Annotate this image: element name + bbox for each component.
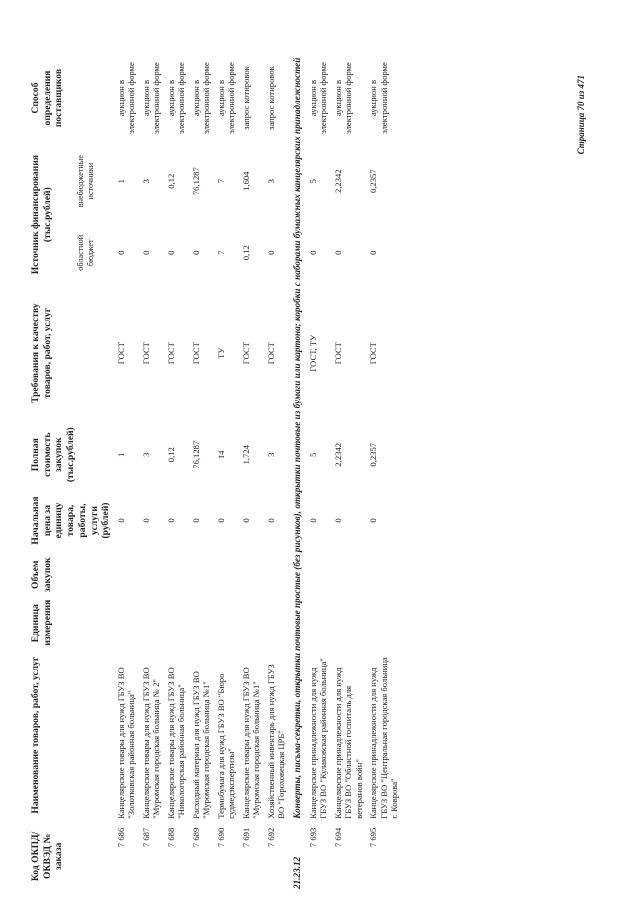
- total-cost: 0,2357: [368, 442, 379, 467]
- table-row: [331, 53, 366, 891]
- table-row: [139, 53, 164, 891]
- order-code: 7 688: [165, 827, 176, 848]
- item-name: Канцелярские принадлежности для нужд ГБУЗ ВО "Кулаковская районная больница": [307, 658, 329, 819]
- unit-price: 0: [140, 518, 151, 523]
- header-row: [28, 53, 74, 891]
- header-unit: Единица измерения: [30, 599, 53, 646]
- unit-price: 0: [165, 518, 176, 523]
- quality-req: ТУ: [215, 347, 226, 359]
- quality-req: ГОСТ: [165, 342, 176, 365]
- quality-req: ГОСТ: [115, 342, 126, 365]
- regional-budget: 0: [332, 250, 343, 255]
- order-code: 7 690: [215, 827, 226, 848]
- total-cost: 0,12: [165, 447, 176, 463]
- regional-budget: 0,12: [240, 245, 251, 261]
- item-name: Термобумага для нужд ГБУЗ ВО "Бюро судмедэкспертизы": [215, 673, 237, 819]
- order-code: 7 689: [190, 827, 201, 848]
- procurement-method: аукцион в электронной форме: [140, 62, 162, 134]
- table-row: [306, 53, 331, 891]
- regional-budget: 0: [165, 250, 176, 255]
- total-cost: 3: [140, 452, 151, 457]
- procurement-method: запрос котировок: [265, 66, 276, 130]
- extra-budget: 1,604: [240, 171, 251, 191]
- extra-budget: 0,12: [165, 173, 176, 189]
- regional-budget: 7: [215, 250, 226, 255]
- unit-price: 0: [307, 518, 318, 523]
- extra-budget: 2,2342: [332, 169, 343, 194]
- unit-price: 0: [215, 518, 226, 523]
- item-name: Канцелярские товары для нужд ГБУЗ ВО "Муромская городская больница № 2": [140, 667, 162, 819]
- item-name: Хозяйственный инвентарь для нужд ГБУЗ ВО "Гороховецкая ЦРБ": [265, 664, 287, 819]
- header-requirements: Требования к качеству товаров, работ, услуг: [30, 303, 53, 403]
- procurement-method: аукцион в электронной форме: [190, 62, 212, 134]
- quality-req: ГОСТ: [240, 342, 251, 365]
- extra-budget: 7: [215, 179, 226, 184]
- group-title: Конверты, письма-секретки, открытки почтовые простые (без рисунков), открытки почтовые из бумаги или картона; коробки с наборами бумажных канцелярских принадлежностей: [291, 57, 302, 819]
- extra-budget: 5: [307, 179, 318, 184]
- regional-budget: 0: [190, 250, 201, 255]
- header-financing: Источник финансирования (тыс.рублей): [30, 155, 53, 275]
- header-financing-extra: внебюджетные источники: [75, 155, 95, 208]
- order-code: 7 691: [240, 827, 251, 848]
- quality-req: ГОСТ: [140, 342, 151, 365]
- group-code: 21.23.12: [291, 856, 302, 889]
- procurement-method: аукцион в электронной форме: [307, 62, 329, 134]
- quality-req: ГОСТ: [190, 342, 201, 365]
- quality-req: ГОСТ: [368, 342, 379, 365]
- table-row: [189, 53, 214, 891]
- procurement-table: [28, 53, 402, 891]
- regional-budget: 0: [307, 250, 318, 255]
- header-price: Начальная цена за единицу товара, работы, услуги (рублей): [30, 496, 112, 545]
- header-name: Наименование товаров, работ, услуг: [30, 656, 41, 814]
- table-row: [264, 53, 289, 891]
- procurement-method: аукцион в электронной форме: [115, 62, 137, 134]
- header-total: Полная стоимость закупок (тыс.рублей): [30, 427, 77, 483]
- extra-budget: 0,2357: [368, 169, 379, 194]
- extra-budget: 3: [140, 179, 151, 184]
- procurement-method: аукцион в электронной форме: [368, 62, 389, 134]
- total-cost: 1,724: [240, 445, 251, 465]
- extra-budget: 3: [265, 179, 276, 184]
- item-name: Канцелярские принадлежности для нужд ГБУЗ ВО "Областной госпиталь для ветеранов войн": [332, 667, 364, 819]
- item-name: Канцелярские товары для нужд ГБУЗ ВО "Муромская городская больница №1": [240, 667, 262, 819]
- unit-price: 0: [240, 518, 251, 523]
- extra-budget: 76,1287: [190, 167, 201, 196]
- page-number: Страница 70 из 471: [576, 75, 586, 155]
- total-cost: 5: [307, 452, 318, 457]
- table-row: [214, 53, 239, 891]
- total-cost: 1: [115, 452, 126, 457]
- item-name: Канцелярские товары для нужд ГБУЗ ВО "Золотковская районная больница": [115, 667, 137, 819]
- unit-price: 0: [115, 518, 126, 523]
- table-row: [114, 53, 139, 891]
- order-code: 7 694: [332, 827, 343, 848]
- procurement-method: аукцион в электронной форме: [332, 62, 354, 134]
- extra-budget: 1: [115, 179, 126, 184]
- procurement-method: аукцион в электронной форме: [215, 62, 237, 134]
- total-cost: 14: [215, 450, 226, 460]
- item-name: Канцелярские принадлежности для нужд ГБУЗ ВО "Центральная городская больница г. Коврова": [368, 657, 400, 819]
- header-method: Способ определения поставщиков: [30, 68, 65, 128]
- total-cost: 76,1287: [190, 440, 201, 469]
- table-row: [239, 53, 264, 891]
- total-cost: 3: [265, 452, 276, 457]
- order-code: 7 693: [307, 827, 318, 848]
- item-name: Канцелярские товары для нужд ГБУЗ ВО "Никологорская районная больница": [165, 667, 187, 819]
- table-row: [366, 53, 401, 891]
- order-code: 7 687: [140, 827, 151, 848]
- quality-req: ГОСТ, ТУ: [307, 334, 318, 372]
- header-code: Код ОКПД/ ОКВЭД № заказа: [30, 831, 65, 882]
- unit-price: 0: [265, 518, 276, 523]
- unit-price: 0: [190, 518, 201, 523]
- regional-budget: 0: [140, 250, 151, 255]
- procurement-method: запрос котировок: [240, 66, 251, 130]
- regional-budget: 0: [265, 250, 276, 255]
- total-cost: 2,2342: [332, 442, 343, 467]
- group-row: [289, 53, 306, 891]
- quality-req: ГОСТ: [265, 342, 276, 365]
- header-volume: Объем закупок: [30, 557, 53, 593]
- procurement-method: аукцион в электронной форме: [165, 62, 187, 134]
- unit-price: 0: [368, 518, 379, 523]
- header-financing-regional: областной бюджет: [75, 234, 95, 271]
- regional-budget: 0: [115, 250, 126, 255]
- order-code: 7 695: [368, 827, 379, 848]
- unit-price: 0: [332, 518, 343, 523]
- order-code: 7 686: [115, 827, 126, 848]
- item-name: Расходный материал для нужд ГБУЗ ВО "Муромская городская больница №1": [190, 671, 212, 819]
- regional-budget: 0: [368, 250, 379, 255]
- order-code: 7 692: [265, 827, 276, 848]
- table-row: [164, 53, 189, 891]
- rotated-sheet: [0, 45, 600, 905]
- quality-req: ГОСТ: [332, 342, 343, 365]
